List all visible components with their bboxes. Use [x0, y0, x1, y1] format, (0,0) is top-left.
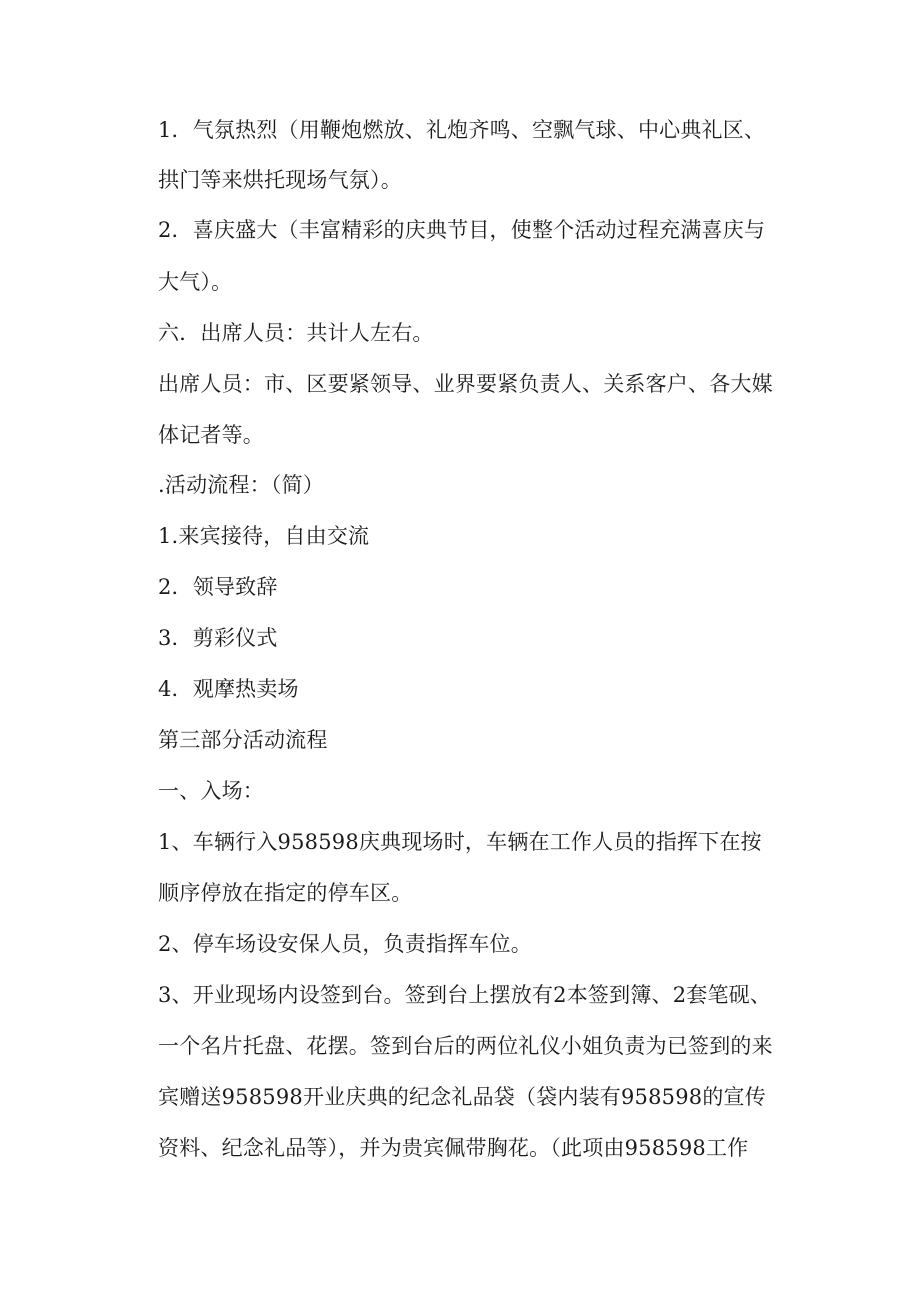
text-line: 2、停车场设安保人员，负责指挥车位。 [158, 932, 532, 956]
section-heading: .活动流程：（简） [158, 473, 324, 497]
section-heading: 一、入场： [158, 779, 264, 803]
text-line: 体记者等。 [158, 423, 264, 447]
text-line: 拱门等来烘托现场气氛）。 [158, 168, 402, 192]
section-heading: 六．出席人员：共计人左右。 [158, 321, 434, 345]
text-line: 出席人员：市、区要紧领导、业界要紧负责人、关系客户、各大媒 [158, 372, 773, 396]
text-line: 3、开业现场内设签到台。签到台上摆放有2本签到簿、2套笔砚、 [158, 983, 772, 1007]
part-heading: 第三部分活动流程 [158, 728, 328, 752]
text-line: 一个名片托盘、花摆。签到台后的两位礼仪小姐负责为已签到的来 [158, 1034, 773, 1058]
text-line: 1．气氛热烈（用鞭炮燃放、礼炮齐鸣、空飘气球、中心典礼区、 [158, 118, 766, 142]
list-item: 2．领导致辞 [158, 575, 278, 599]
text-line: 1、车辆行入958598庆典现场时，车辆在工作人员的指挥下在按 [158, 830, 762, 854]
text-line: 2．喜庆盛大（丰富精彩的庆典节目，使整个活动过程充满喜庆与 [158, 218, 766, 242]
list-item: 4．观摩热卖场 [158, 677, 299, 701]
list-item: 3．剪彩仪式 [158, 626, 278, 650]
text-line: 大气）。 [158, 270, 233, 294]
text-line: 顺序停放在指定的停车区。 [158, 881, 413, 905]
text-line: 资料、纪念礼品等），并为贵宾佩带胸花。（此项由958598工作 [158, 1136, 749, 1160]
text-line: 宾赠送958598开业庆典的纪念礼品袋（袋内装有958598的宣传 [158, 1085, 766, 1109]
list-item: 1.来宾接待，自由交流 [158, 524, 370, 548]
